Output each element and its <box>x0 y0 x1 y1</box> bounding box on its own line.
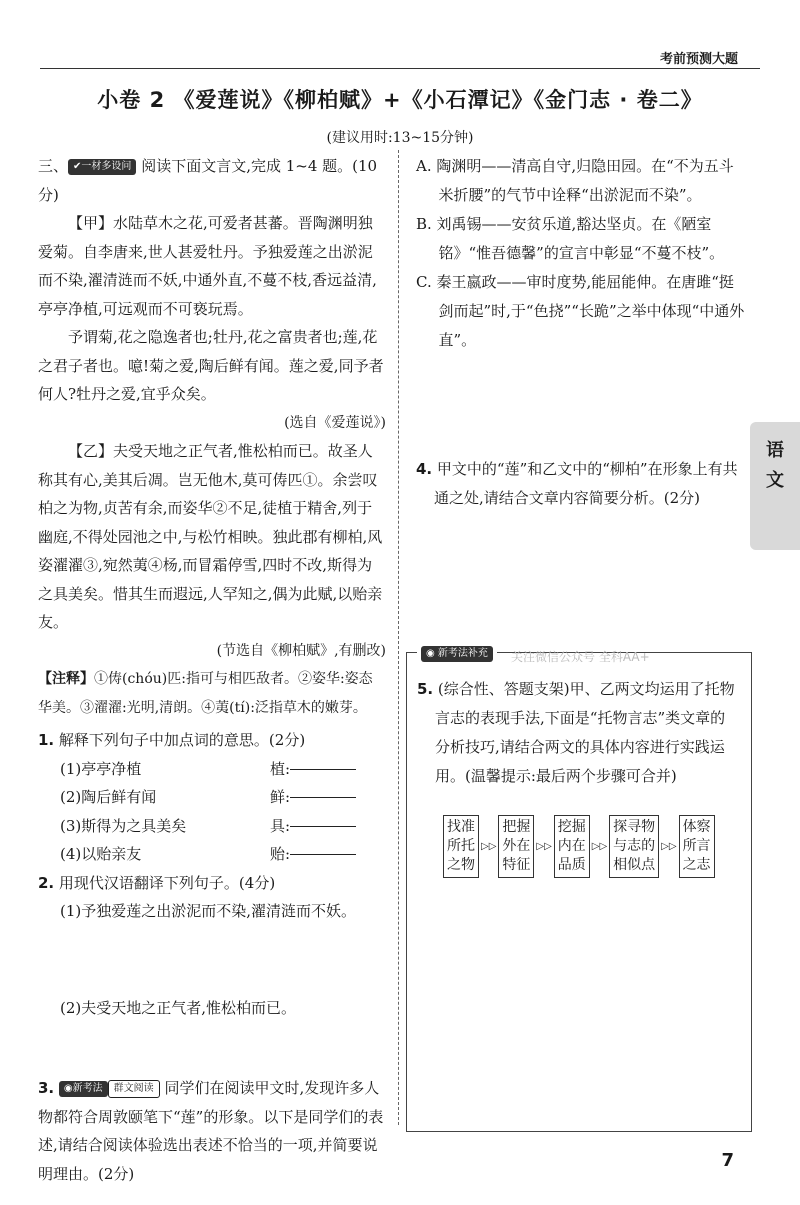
new-exam-tag: ◉新考法 <box>59 1081 108 1097</box>
supplement-header <box>417 643 497 662</box>
page-title: 小卷 2 《爱莲说》《柳柏赋》+《小石潭记》《金门志 · 卷二》 <box>97 88 703 112</box>
answer-blank[interactable] <box>290 783 356 798</box>
page-number: 7 <box>721 1150 734 1171</box>
watermark-text: 关注微信公众号 全科AA+ <box>511 650 650 664</box>
step-box: 体察 所言 之志 <box>679 815 715 878</box>
question-5: 5. (综合性、答题支架)甲、乙两文均运用了托物言志的表现手法,下面是“托物言志”类文章的分析技巧,请结合两文的具体内容进行实践运用。(温馨提示:最后两个步骤可合并) <box>417 680 735 785</box>
question-1-item: (2)陶后鲜有闻 鲜: <box>38 783 386 812</box>
question-4-stem: 4. 甲文中的“莲”和乙文中的“柳柏”在形象上有共通之处,请结合文章内容简要分析。(2分) <box>416 460 738 507</box>
header-rule <box>40 68 760 69</box>
answer-space[interactable] <box>38 1022 386 1074</box>
analysis-steps <box>443 815 715 878</box>
passage-jia-p2: 予谓菊,花之隐逸者也;牡丹,花之富贵者也;莲,花之君子者也。噫!菊之爱,陶后鲜有闻。莲之爱,同予者何人?牡丹之爱,宜乎众矣。 <box>38 328 384 403</box>
answer-space[interactable] <box>38 926 386 994</box>
question-2-stem: 2. 用现代汉语翻译下列句子。(4分) <box>38 873 276 892</box>
double-arrow-icon: ▷▷ <box>591 841 608 852</box>
step-box: 把握 外在 特征 <box>498 815 534 878</box>
passage-yi: 【乙】夫受天地之正气者,惟松柏而已。故圣人称其有心,美其后凋。岂无他木,莫可俦匹①。余尝叹柏之为物,贞苦有余,而姿华②不足,徒植于精舍,列于幽庭,不得处园池之中,与松竹相映。独此郡有柳柏,风姿濯濯③,宛然荑④杨,而冒霜停雪,四时不改,斯得为之具美矣。惜其生而遐远,人罕知之,偶为此赋,以贻亲友。 <box>38 442 383 631</box>
double-arrow-icon: ▷▷ <box>661 841 677 852</box>
supplement-box <box>406 648 752 1132</box>
part3-intro: 三、 ✔一材多设问 阅读下面文言文,完成 1~4 题。(10分) <box>38 157 378 204</box>
answer-space[interactable] <box>416 355 746 455</box>
question-1-stem: 1. 解释下列句子中加点词的意思。(2分) <box>38 731 306 749</box>
subject-char-2: 文 <box>766 470 784 491</box>
answer-blank[interactable] <box>290 840 356 855</box>
passage-jia-source: (选自《爱莲说》) <box>284 414 386 431</box>
answer-blank[interactable] <box>290 812 356 827</box>
subject-char-1: 语 <box>766 440 784 461</box>
annotations: 【注释】①俦(chóu)匹:指可与相匹敌者。②姿华:姿态华美。③濯濯:光明,清朗。④荑(tí):泛指草木的嫩芽。 <box>38 671 373 716</box>
step-box: 挖掘 内在 品质 <box>554 815 590 878</box>
question-3-option-c: C. 秦王嬴政——审时度势,能屈能伸。在唐雎“挺剑而起”时,于“色挠”“长跪”之举中体现“中通外直”。 <box>416 273 745 349</box>
question-1-item: (4)以贻亲友 贻: <box>38 840 386 869</box>
question-1-item: (1)亭亭净植 植: <box>38 755 386 784</box>
question-3-option-a: A. 陶渊明——清高自守,归隐田园。在“不为五斗米折腰”的气节中诠释“出淤泥而不染”。 <box>416 157 734 204</box>
passage-jia-p1: 【甲】水陆草木之花,可爱者甚蕃。晋陶渊明独爱菊。自李唐来,世人甚爱牡丹。予独爱莲之出淤泥而不染,濯清涟而不妖,中通外直,不蔓不枝,香远益清,亭亭净植,可远观而不可亵玩焉。 <box>38 214 377 318</box>
section-header: 考前预测大题 <box>659 52 738 67</box>
subject-side-tab <box>750 422 800 550</box>
double-arrow-icon: ▷▷ <box>536 841 552 852</box>
question-3-option-b: B. 刘禹锡——安贫乐道,豁达坚贞。在《陋室铭》“惟吾德馨”的宣言中彰显“不蔓不枝”。 <box>416 215 725 262</box>
question-2-sentence-2: (2)夫受天地之正气者,惟松柏而已。 <box>60 998 297 1017</box>
answer-blank[interactable] <box>290 755 356 770</box>
step-box: 找准 所托 之物 <box>443 815 479 878</box>
question-3-stem: 3. ◉新考法 群文阅读 同学们在阅读甲文时,发现许多人物都符合周敦颐笔下“莲”的形象。以下是同学们的表述,请结合阅读体验选出表述不恰当的一项,并简要说明理由。(2分) <box>38 1079 384 1183</box>
double-arrow-icon: ▷▷ <box>481 841 497 852</box>
multi-question-tag: ✔一材多设问 <box>68 159 136 175</box>
left-column <box>38 152 386 1188</box>
column-divider <box>398 150 399 1125</box>
suggested-time: (建议用时:13~15分钟) <box>326 130 474 146</box>
step-box: 探寻物 与志的 相似点 <box>609 815 659 878</box>
group-reading-tag: 群文阅读 <box>108 1080 160 1098</box>
new-exam-supplement-tag: ◉ 新考法补充 <box>421 646 493 662</box>
question-2-sentence-1: (1)予独爱莲之出淤泥而不染,濯清涟而不妖。 <box>60 902 357 920</box>
question-1-item: (3)斯得为之具美矣 具: <box>38 812 386 841</box>
passage-yi-source: (节选自《柳柏赋》,有删改) <box>216 642 386 659</box>
right-column <box>416 152 746 513</box>
